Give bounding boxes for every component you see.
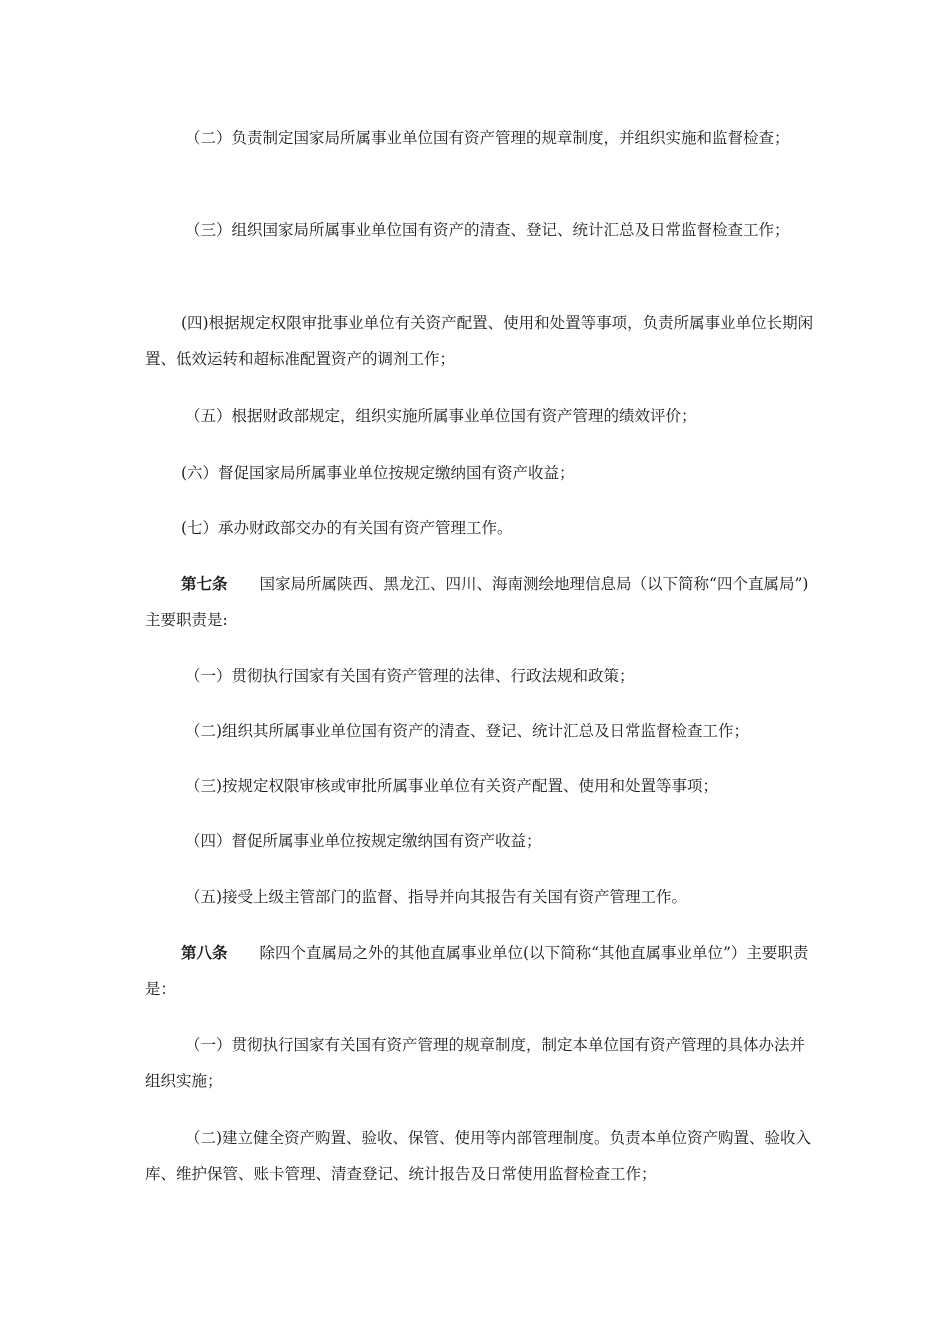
- article-number: 第七条: [181, 574, 228, 593]
- paragraph-text: 除四个直属局之外的其他直属事业单位(以下简称“其他直属事业单位”）主要职责是：: [145, 944, 809, 998]
- paragraph: [145, 1027, 815, 1099]
- paragraph: [145, 879, 815, 915]
- article-paragraph: [145, 566, 815, 638]
- paragraph: [145, 212, 815, 248]
- paragraph-text: （二)组织其所属事业单位国有资产的清查、登记、统计汇总及日常监督检查工作；: [185, 722, 750, 740]
- paragraph-text: （四）督促所属事业单位按规定缴纳国有资产收益；: [185, 832, 542, 850]
- paragraph: [145, 1120, 815, 1192]
- paragraph: [145, 510, 815, 546]
- paragraph-text: （一）贯彻执行国家有关国有资产管理的法律、行政法规和政策；: [185, 667, 635, 685]
- paragraph-text: （一）贯彻执行国家有关国有资产管理的规章制度，制定本单位国有资产管理的具体办法并组织实施；: [145, 1036, 806, 1090]
- paragraph: [145, 768, 815, 804]
- paragraph: [145, 713, 815, 749]
- paragraph-text: （五)接受上级主管部门的监督、指导并向其报告有关国有资产管理工作。: [185, 888, 688, 906]
- paragraph-text: (六）督促国家局所属事业单位按规定缴纳国有资产收益；: [181, 464, 575, 482]
- paragraph: [145, 120, 815, 156]
- article-number: 第八条: [181, 943, 228, 962]
- paragraph-text: （二）负责制定国家局所属事业单位国有资产管理的规章制度，并组织实施和监督检查；: [185, 129, 790, 147]
- article-paragraph: [145, 935, 815, 1007]
- paragraph: [145, 398, 815, 434]
- paragraph-text: 国家局所属陕西、黑龙江、四川、海南测绘地理信息局（以下简称“四个直属局”)主要职责是:: [145, 575, 809, 629]
- paragraph-text: （五）根据财政部规定，组织实施所属事业单位国有资产管理的绩效评价；: [185, 407, 697, 425]
- paragraph-text: (四)根据规定权限审批事业单位有关资产配置、使用和处置等事项，负责所属事业单位长期闲置、低效运转和超标准配置资产的调剂工作；: [145, 314, 814, 368]
- paragraph: [145, 305, 815, 377]
- paragraph-text: （二)建立健全资产购置、验收、保管、使用等内部管理制度。负责本单位资产购置、验收入库、维护保管、账卡管理、清查登记、统计报告及日常使用监督检查工作；: [145, 1129, 812, 1183]
- paragraph: [145, 455, 815, 491]
- paragraph: [145, 658, 815, 694]
- paragraph: [145, 823, 815, 859]
- paragraph-text: (七）承办财政部交办的有关国有资产管理工作。: [181, 519, 513, 537]
- paragraph-text: （三）组织国家局所属事业单位国有资产的清查、登记、统计汇总及日常监督检查工作；: [185, 221, 790, 239]
- paragraph-text: （三)按规定权限审核或审批所属事业单位有关资产配置、使用和处置等事项；: [185, 777, 719, 795]
